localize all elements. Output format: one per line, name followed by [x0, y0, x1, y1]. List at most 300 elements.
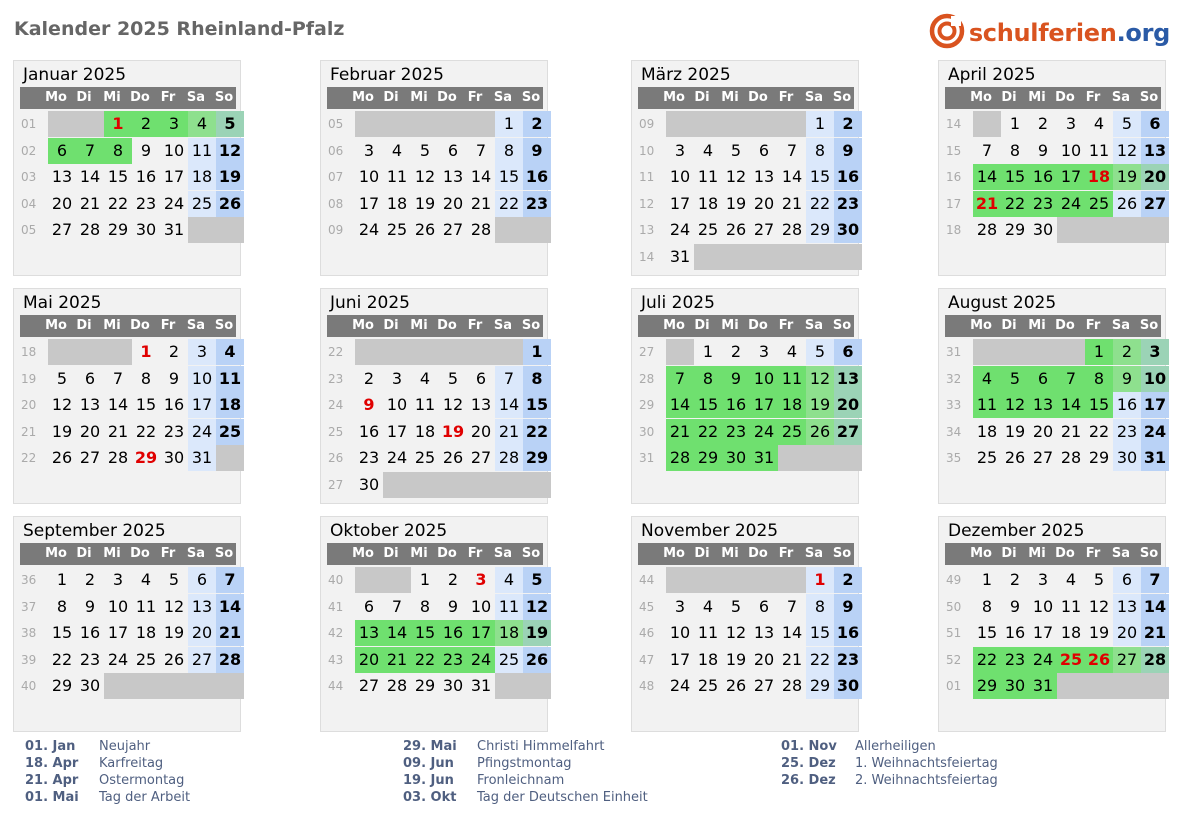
empty-day-cell: [778, 567, 806, 593]
day-cell: 17: [750, 392, 778, 418]
weekday-label: Sa: [493, 318, 513, 333]
empty-day-cell: [1057, 217, 1085, 243]
weekday-label: Mi: [1028, 90, 1046, 105]
holiday-date: 01. Jan: [25, 739, 76, 754]
day-cell: 7: [76, 138, 104, 164]
day-cell: 11: [386, 167, 408, 186]
weekday-label: Do: [437, 546, 457, 561]
empty-day-cell: [48, 111, 76, 137]
weekday-label: So: [214, 90, 234, 105]
day-cell: 2: [730, 342, 742, 361]
empty-day-cell: [411, 111, 439, 137]
day-cell: 25: [188, 191, 216, 217]
day-cell: 12: [414, 167, 436, 186]
empty-day-cell: [834, 445, 862, 471]
day-cell: 3: [188, 339, 216, 365]
week-number: 27: [328, 477, 344, 492]
month-title: Dezember 2025: [948, 521, 1085, 541]
day-cell: 4: [419, 368, 431, 388]
day-cell: 22: [806, 647, 834, 673]
week-number: 14: [946, 117, 962, 131]
day-cell: 16: [722, 392, 750, 418]
empty-day-cell: [722, 111, 750, 137]
empty-day-cell: [439, 472, 467, 498]
holiday-name: 1. Weihnachtsfeiertag: [855, 756, 998, 771]
day-cell: 15: [495, 164, 523, 190]
day-cell: 10: [750, 366, 778, 392]
day-cell: 14: [470, 167, 492, 186]
day-cell: 23: [722, 419, 750, 445]
day-cell: 15: [806, 164, 834, 190]
empty-day-cell: [76, 111, 104, 137]
day-cell: 2: [523, 111, 551, 137]
week-number: 24: [328, 398, 344, 412]
empty-day-cell: [722, 244, 750, 270]
day-cell: 6: [188, 567, 216, 593]
day-cell: 13: [188, 594, 216, 620]
day-cell: 30: [79, 676, 101, 695]
day-cell: 8: [981, 596, 993, 616]
day-cell: 7: [475, 140, 487, 160]
day-cell: 11: [697, 167, 719, 186]
day-cell: 23: [1001, 647, 1029, 673]
day-cell: 26: [725, 220, 747, 239]
weekday-label: Sa: [804, 90, 824, 105]
week-number: 05: [328, 117, 344, 131]
day-cell: 20: [1113, 620, 1141, 646]
day-cell: 27: [1141, 191, 1169, 217]
day-cell: 17: [669, 649, 691, 669]
empty-day-cell: [1057, 339, 1085, 365]
day-cell: 2: [834, 111, 862, 137]
week-number: 34: [946, 424, 962, 439]
day-cell: 1: [806, 567, 834, 593]
day-cell: 4: [973, 366, 1001, 392]
day-cell: 24: [750, 419, 778, 445]
day-cell: 2: [1113, 339, 1141, 365]
day-cell: 10: [1141, 366, 1169, 392]
day-cell: 6: [1029, 366, 1057, 392]
day-cell: 15: [107, 167, 129, 186]
empty-day-cell: [188, 217, 216, 243]
day-cell: 23: [834, 191, 862, 217]
day-cell: 18: [697, 193, 719, 213]
day-cell: 23: [79, 649, 101, 669]
empty-day-cell: [467, 111, 495, 137]
day-cell: 22: [135, 421, 157, 441]
day-cell: 29: [806, 673, 834, 699]
day-cell: 30: [442, 676, 464, 695]
day-cell: 19: [414, 193, 436, 213]
week-number: 08: [328, 196, 344, 211]
day-cell: 5: [523, 567, 551, 593]
empty-day-cell: [973, 111, 1001, 137]
weekday-label: Mi: [1028, 546, 1046, 561]
week-number: 29: [639, 398, 655, 412]
day-cell: 2: [363, 368, 375, 388]
holiday-name: Karfreitag: [99, 756, 164, 771]
day-cell: 20: [51, 193, 73, 213]
day-cell: 8: [806, 594, 834, 620]
weekday-label: Fr: [778, 90, 794, 105]
day-cell: 9: [140, 140, 152, 160]
weekday-label: Sa: [493, 546, 513, 561]
week-number: 31: [639, 451, 655, 465]
weekday-label: Fr: [778, 318, 794, 333]
week-number: 40: [328, 573, 344, 587]
empty-day-cell: [104, 673, 132, 699]
day-cell: 15: [411, 620, 439, 646]
day-cell: 7: [391, 596, 403, 616]
day-cell: 20: [355, 647, 383, 673]
day-cell: 4: [140, 570, 152, 589]
day-cell: 10: [163, 140, 185, 160]
day-cell: 14: [495, 392, 523, 418]
day-cell: 2: [84, 570, 96, 589]
day-cell: 10: [470, 596, 492, 616]
day-cell: 25: [1085, 191, 1113, 217]
week-number: 18: [946, 223, 962, 237]
day-cell: 13: [834, 366, 862, 392]
day-cell: 23: [358, 448, 380, 467]
day-cell: 27: [753, 220, 775, 239]
weekday-label: Fr: [778, 546, 794, 561]
weekday-header: [20, 315, 236, 337]
day-cell: 30: [1113, 445, 1141, 471]
month-panel: [320, 60, 548, 276]
week-number: 45: [639, 599, 655, 614]
day-cell: 14: [79, 167, 101, 186]
weekday-label: Sa: [804, 546, 824, 561]
week-number: 44: [639, 573, 655, 587]
day-cell: 28: [1060, 448, 1082, 467]
day-cell: 2: [1009, 570, 1021, 589]
day-cell: 25: [778, 419, 806, 445]
day-cell: 7: [495, 366, 523, 392]
day-cell: 22: [806, 191, 834, 217]
day-cell: 13: [1141, 138, 1169, 164]
holiday-name: Neujahr: [99, 739, 151, 754]
weekday-label: So: [521, 90, 541, 105]
day-cell: 19: [523, 620, 551, 646]
day-cell: 17: [669, 193, 691, 213]
day-cell: 4: [188, 111, 216, 137]
empty-day-cell: [1001, 339, 1029, 365]
day-cell: 21: [1141, 620, 1169, 646]
week-number: 15: [946, 143, 962, 158]
day-cell: 28: [386, 676, 408, 695]
day-cell: 24: [1057, 191, 1085, 217]
weekday-label: Di: [383, 318, 399, 333]
weekday-label: Mi: [721, 546, 739, 561]
week-number: 21: [21, 424, 37, 439]
weekday-label: Sa: [804, 318, 824, 333]
day-cell: 4: [1065, 570, 1077, 589]
day-cell: 16: [834, 620, 862, 646]
day-cell: 24: [107, 649, 129, 669]
logo-name: schulferien: [968, 19, 1117, 47]
day-cell: 11: [697, 623, 719, 642]
weekday-label: Do: [748, 546, 768, 561]
holiday-date: 21. Apr: [25, 773, 79, 788]
day-cell: 16: [79, 623, 101, 642]
day-cell: 21: [973, 191, 1001, 217]
day-cell: 28: [666, 445, 694, 471]
weekday-header: [327, 87, 543, 109]
empty-day-cell: [495, 217, 523, 243]
day-cell: 31: [188, 445, 216, 471]
day-cell: 17: [467, 620, 495, 646]
week-number: 09: [328, 223, 344, 237]
month-panel: [13, 516, 241, 732]
day-cell: 28: [495, 445, 523, 471]
weekday-label: Do: [130, 546, 150, 561]
day-cell: 18: [216, 392, 244, 418]
day-cell: 6: [758, 596, 770, 616]
month-title: November 2025: [641, 521, 779, 541]
week-number: 16: [946, 170, 962, 184]
day-cell: 3: [758, 342, 770, 361]
day-cell: 26: [51, 448, 73, 467]
empty-day-cell: [778, 244, 806, 270]
day-cell: 13: [355, 620, 383, 646]
day-cell: 3: [112, 570, 124, 589]
day-cell: 5: [168, 570, 180, 589]
day-cell: 22: [51, 649, 73, 669]
day-cell: 18: [188, 164, 216, 190]
empty-day-cell: [1113, 217, 1141, 243]
day-cell: 22: [411, 647, 439, 673]
week-number: 41: [328, 599, 344, 614]
day-cell: 3: [674, 140, 686, 160]
day-cell: 31: [1029, 673, 1057, 699]
day-cell: 19: [1004, 421, 1026, 441]
day-cell: 5: [806, 339, 834, 365]
week-number: 39: [21, 652, 37, 667]
empty-day-cell: [694, 567, 722, 593]
week-number: 46: [639, 626, 655, 640]
week-number: 04: [21, 196, 37, 211]
holiday-date: 03. Okt: [403, 790, 457, 805]
month-panel: [938, 288, 1166, 504]
week-number: 44: [328, 679, 344, 693]
day-cell: 10: [188, 366, 216, 392]
day-cell: 14: [1057, 392, 1085, 418]
week-number: 07: [328, 170, 344, 184]
empty-day-cell: [1029, 339, 1057, 365]
logo-wordmark: [969, 19, 1170, 47]
day-cell: 23: [523, 191, 551, 217]
day-cell: 17: [358, 193, 380, 213]
empty-day-cell: [1057, 673, 1085, 699]
weekday-label: So: [832, 90, 852, 105]
day-cell: 22: [1001, 191, 1029, 217]
day-cell: 5: [1113, 111, 1141, 137]
day-cell: 26: [163, 649, 185, 669]
day-cell: 13: [442, 167, 464, 186]
day-cell: 14: [973, 164, 1001, 190]
day-cell: 27: [753, 676, 775, 695]
day-cell: 19: [725, 649, 747, 669]
weekday-label: Do: [748, 318, 768, 333]
day-cell: 8: [523, 366, 551, 392]
day-cell: 21: [383, 647, 411, 673]
day-cell: 27: [358, 676, 380, 695]
week-number: 23: [328, 371, 344, 386]
day-cell: 20: [753, 193, 775, 213]
day-cell: 18: [135, 623, 157, 642]
day-cell: 18: [1060, 623, 1082, 642]
day-cell: 15: [1085, 392, 1113, 418]
week-number: 22: [328, 345, 344, 359]
empty-day-cell: [160, 673, 188, 699]
day-cell: 29: [51, 676, 73, 695]
day-cell: 26: [442, 448, 464, 467]
weekday-label: Do: [1055, 90, 1075, 105]
day-cell: 13: [79, 395, 101, 414]
month-panel: [938, 516, 1166, 732]
holiday-date: 26. Dez: [781, 773, 836, 788]
day-cell: 4: [786, 342, 798, 361]
swirl-logo-icon: [929, 13, 965, 53]
day-cell: 1: [56, 570, 68, 589]
day-cell: 6: [1113, 567, 1141, 593]
day-cell: 17: [163, 167, 185, 186]
holiday-date: 01. Mai: [25, 790, 79, 805]
empty-day-cell: [355, 111, 383, 137]
weekday-label: Do: [748, 90, 768, 105]
day-cell: 19: [1088, 623, 1110, 642]
holiday-name: Tag der Arbeit: [99, 790, 191, 805]
empty-day-cell: [806, 445, 834, 471]
week-number: 36: [21, 573, 37, 587]
week-number: 11: [639, 170, 655, 184]
week-number: 17: [946, 196, 962, 211]
day-cell: 14: [216, 594, 244, 620]
day-cell: 25: [697, 220, 719, 239]
weekday-header: [327, 543, 543, 565]
day-cell: 9: [722, 366, 750, 392]
day-cell: 11: [414, 395, 436, 414]
weekday-label: Fr: [160, 90, 176, 105]
month-title: August 2025: [948, 293, 1057, 313]
day-cell: 12: [163, 596, 185, 616]
weekday-label: Di: [694, 318, 710, 333]
day-cell: 30: [135, 220, 157, 239]
weekday-label: Mo: [663, 546, 685, 561]
day-cell: 26: [725, 676, 747, 695]
day-cell: 28: [1141, 647, 1169, 673]
empty-day-cell: [495, 339, 523, 365]
day-cell: 11: [216, 366, 244, 392]
day-cell: 1: [140, 342, 152, 361]
empty-day-cell: [439, 111, 467, 137]
weekday-label: Fr: [1085, 90, 1101, 105]
weekday-label: Sa: [186, 546, 206, 561]
weekday-label: Mi: [721, 90, 739, 105]
weekday-label: Sa: [493, 90, 513, 105]
day-cell: 11: [1088, 140, 1110, 160]
week-number: 03: [21, 170, 37, 184]
day-cell: 12: [442, 395, 464, 414]
day-cell: 12: [806, 366, 834, 392]
day-cell: 8: [1085, 366, 1113, 392]
day-cell: 21: [470, 193, 492, 213]
weekday-label: Sa: [1111, 546, 1131, 561]
day-cell: 27: [1032, 448, 1054, 467]
day-cell: 24: [163, 193, 185, 213]
weekday-label: Do: [1055, 318, 1075, 333]
week-number: 37: [21, 599, 37, 614]
day-cell: 22: [523, 419, 551, 445]
month-panel: [631, 516, 859, 732]
day-cell: 28: [976, 220, 998, 239]
empty-day-cell: [523, 673, 551, 699]
day-cell: 30: [1001, 673, 1029, 699]
week-number: 12: [639, 196, 655, 211]
empty-day-cell: [216, 217, 244, 243]
empty-day-cell: [495, 673, 523, 699]
day-cell: 8: [140, 368, 152, 388]
empty-day-cell: [834, 244, 862, 270]
day-cell: 30: [358, 474, 380, 494]
day-cell: 5: [730, 596, 742, 616]
day-cell: 23: [1029, 191, 1057, 217]
empty-day-cell: [104, 339, 132, 365]
day-cell: 18: [1085, 164, 1113, 190]
day-cell: 3: [1141, 339, 1169, 365]
weekday-label: Sa: [1111, 318, 1131, 333]
day-cell: 29: [973, 673, 1001, 699]
day-cell: 3: [1037, 570, 1049, 589]
day-cell: 9: [834, 138, 862, 164]
weekday-label: Do: [437, 318, 457, 333]
day-cell: 18: [495, 620, 523, 646]
weekday-label: Mo: [45, 90, 67, 105]
day-cell: 12: [1113, 138, 1141, 164]
weekday-label: Fr: [160, 546, 176, 561]
day-cell: 8: [495, 138, 523, 164]
weekday-label: Di: [76, 546, 92, 561]
week-number: 22: [21, 451, 37, 465]
week-number: 09: [639, 117, 655, 131]
day-cell: 11: [135, 596, 157, 616]
day-cell: 31: [470, 676, 492, 695]
day-cell: 12: [216, 138, 244, 164]
weekday-label: Mo: [45, 318, 67, 333]
day-cell: 7: [666, 366, 694, 392]
day-cell: 3: [363, 140, 375, 160]
day-cell: 13: [1113, 594, 1141, 620]
day-cell: 23: [135, 193, 157, 213]
site-logo[interactable]: [929, 12, 1170, 54]
day-cell: 3: [674, 596, 686, 616]
weekday-header: [20, 87, 236, 109]
week-number: 33: [946, 398, 962, 412]
month-panel: [631, 60, 859, 276]
day-cell: 7: [786, 596, 798, 616]
day-cell: 7: [1057, 366, 1085, 392]
weekday-label: Do: [437, 90, 457, 105]
day-cell: 30: [834, 217, 862, 243]
day-cell: 12: [1001, 392, 1029, 418]
day-cell: 15: [51, 623, 73, 642]
day-cell: 19: [163, 623, 185, 642]
day-cell: 5: [730, 140, 742, 160]
day-cell: 9: [1037, 140, 1049, 160]
empty-day-cell: [1085, 673, 1113, 699]
day-cell: 29: [107, 220, 129, 239]
